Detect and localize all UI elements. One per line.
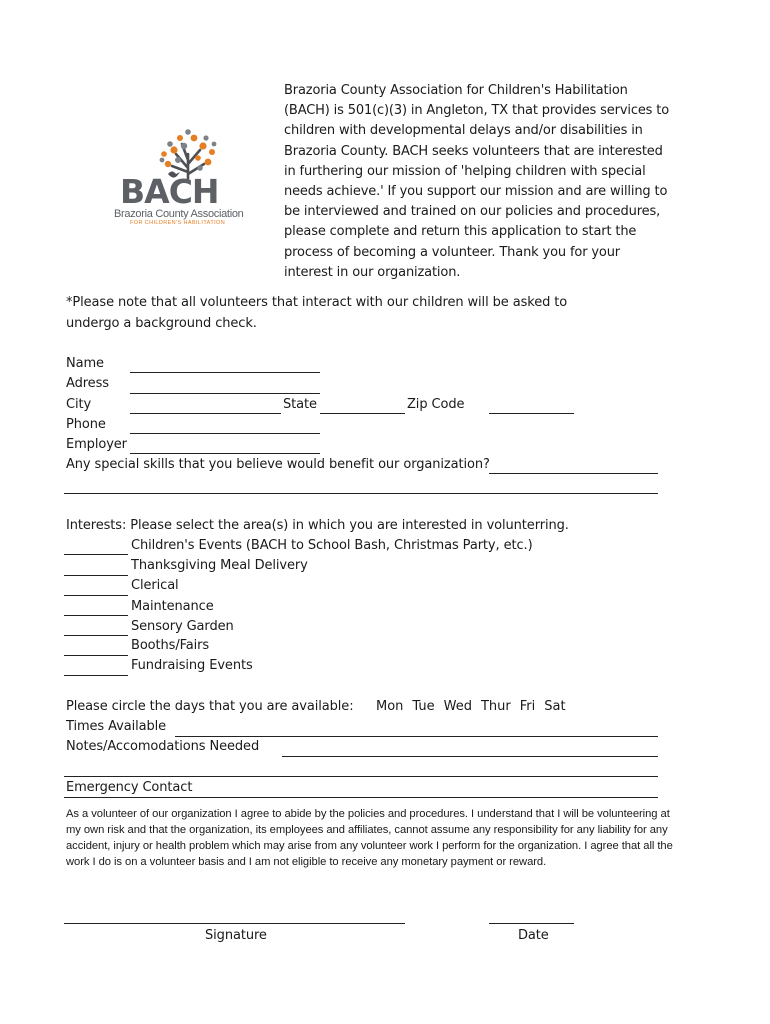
- days-prompt: Please circle the days that you are available:: [66, 699, 354, 714]
- notes-label: Notes/Accomodations Needed: [66, 739, 260, 754]
- interest-checkline[interactable]: [64, 635, 128, 636]
- intro-line: needs achieve.' If you support our mission and are willing to: [284, 184, 668, 199]
- interest-item: Thanksgiving Meal Delivery: [131, 558, 308, 573]
- day-option[interactable]: Tue: [412, 699, 435, 714]
- emergency-label: Emergency Contact: [66, 780, 193, 795]
- city-label: City: [66, 397, 92, 412]
- day-option[interactable]: Thur: [480, 699, 511, 714]
- signature-label: Signature: [205, 928, 267, 943]
- employer-field[interactable]: [130, 453, 320, 454]
- phone-label: Phone: [66, 417, 106, 432]
- intro-line: children with developmental delays and/or disabilities in: [284, 123, 643, 139]
- logo-title: BACH: [120, 172, 219, 211]
- name-label: Name: [66, 356, 104, 371]
- skills-field[interactable]: [489, 473, 658, 474]
- city-field[interactable]: [130, 413, 281, 414]
- address-field[interactable]: [130, 393, 320, 394]
- day-option[interactable]: Fri: [519, 699, 536, 714]
- note-line: undergo a background check.: [66, 316, 257, 331]
- intro-line: process of becoming a volunteer. Thank you for your: [284, 244, 620, 260]
- intro-line: in furthering our mission of 'helping children with special: [284, 163, 646, 179]
- intro-line: interest in our organization.: [284, 264, 461, 280]
- emergency-field[interactable]: [64, 797, 658, 798]
- interest-checkline[interactable]: [64, 575, 128, 576]
- interest-checkline[interactable]: [64, 655, 128, 656]
- interest-checkline[interactable]: [64, 615, 128, 616]
- interest-checkline[interactable]: [64, 595, 128, 596]
- intro-line: Brazoria County Association for Children's Habilitation: [284, 83, 628, 98]
- notes-field[interactable]: [282, 756, 658, 757]
- intro-line: Brazoria County. BACH seeks volunteers that are interested: [284, 143, 663, 159]
- signature-field[interactable]: [64, 923, 405, 924]
- phone-field[interactable]: [130, 433, 320, 434]
- interest-checkline[interactable]: [64, 675, 128, 676]
- intro-line: be interviewed and trained on our policies and procedures,: [284, 204, 661, 220]
- interest-checkline[interactable]: [64, 554, 128, 555]
- logo-tagline: FOR CHILDREN'S HABILITATION: [130, 220, 226, 226]
- zip-field[interactable]: [489, 413, 574, 414]
- day-option[interactable]: Wed: [443, 699, 472, 714]
- day-option[interactable]: Mon: [376, 699, 404, 714]
- state-field[interactable]: [320, 413, 405, 414]
- skills-field-extra[interactable]: [64, 493, 658, 494]
- interests-heading: Interests: Please select the area(s) in which you are interested in volunterring.: [66, 518, 569, 533]
- employer-label: Employer: [66, 437, 127, 452]
- agreement-text: As a volunteer of our organization I agree to abide by the policies and procedures. I understand that I will be volunteering at my own risk and that the organization, its employees and affiliates, cannot assume any responsibility for any liability for any accident, injury or health problem which may arise from any volunteer work I perform for the organization. I agree that all the work I do is on a volunteer basis and I am not eligible to receive any monetary payment or reward.: [66, 808, 673, 868]
- date-label: Date: [518, 928, 549, 943]
- times-label: Times Available: [66, 719, 167, 734]
- state-label: State: [283, 397, 317, 412]
- note-line: *Please note that all volunteers that interact with our children will be asked to: [66, 295, 568, 310]
- name-field[interactable]: [130, 372, 320, 373]
- interest-item: Fundraising Events: [131, 658, 253, 673]
- interest-item: Children's Events (BACH to School Bash, Christmas Party, etc.): [131, 538, 533, 553]
- date-field[interactable]: [489, 923, 574, 924]
- intro-line: please complete and return this application to start the: [284, 224, 637, 240]
- day-option[interactable]: Sat: [544, 699, 566, 714]
- address-label: Adress: [66, 376, 109, 391]
- logo-subtitle: Brazoria County Association: [114, 208, 244, 220]
- notes-field-extra[interactable]: [64, 776, 658, 777]
- skills-label: Any special skills that you believe would benefit our organization?: [66, 457, 490, 472]
- interest-item: Maintenance: [131, 599, 214, 614]
- zip-label: Zip Code: [407, 397, 465, 412]
- days-options: [376, 697, 575, 717]
- intro-line: (BACH) is 501(c)(3) in Angleton, TX that provides services to: [284, 103, 670, 119]
- interest-item: Clerical: [131, 578, 179, 593]
- interest-item: Booths/Fairs: [131, 638, 210, 653]
- bach-logo: [108, 124, 273, 234]
- interest-item: Sensory Garden: [131, 619, 234, 634]
